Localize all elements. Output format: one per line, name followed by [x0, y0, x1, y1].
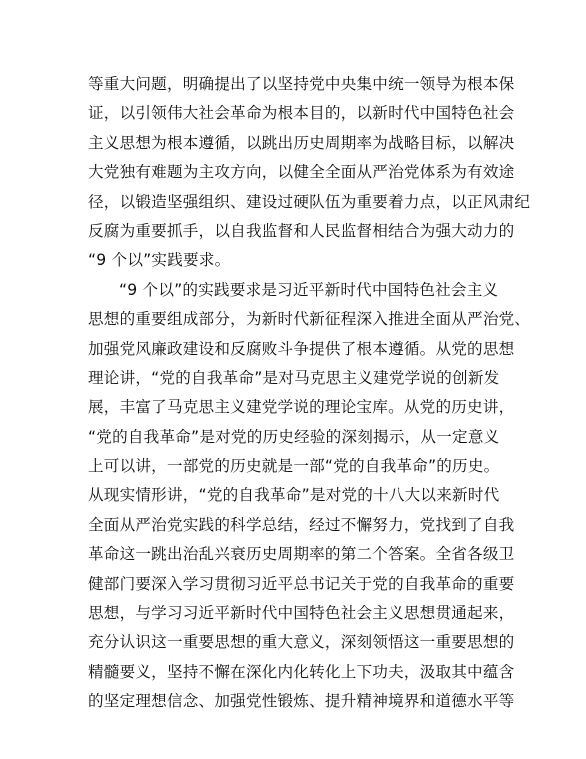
- paragraph-2-line-5: 展，丰富了马克思主义建党学说的理论宝库。从党的历史讲，: [88, 398, 515, 417]
- paragraph-1-line-6: 反腐为重要抓手，以自我监督和人民监督相结合为强大动力的: [88, 221, 515, 240]
- paragraph-2-line-8: 从现实情形讲，“党的自我革命”是对党的十八大以来新时代: [88, 486, 500, 505]
- paragraph-2-line-15: 的坚定理想信念、加强党性锻炼、提升精神境界和道德水平等: [88, 692, 515, 711]
- document-body-text: [88, 70, 531, 717]
- paragraph-2-line-10: 革命这一跳出治乱兴衰历史周期率的第二个答案。全省各级卫: [88, 545, 515, 564]
- paragraph-2-line-4: 理论讲，“党的自我革命”是对马克思主义建党学说的创新发: [88, 368, 500, 387]
- paragraph-1-line-7: “9 个以”实践要求。: [88, 251, 231, 270]
- paragraph-2-line-2: 思想的重要组成部分，为新时代新征程深入推进全面从严治党、: [88, 310, 531, 329]
- paragraph-2-line-9: 全面从严治党实践的科学总结，经过不懈努力，党找到了自我: [88, 515, 515, 534]
- paragraph-1-line-1: 等重大问题，明确提出了以坚持党中央集中统一领导为根本保: [88, 75, 515, 93]
- paragraph-1-line-4: 大党独有难题为主攻方向，以健全全面从严治党体系为有效途: [88, 163, 515, 182]
- paragraph-2-line-6: “党的自我革命”是对党的历史经验的深刻揭示，从一定意义: [88, 427, 500, 446]
- paragraph-2-line-1: “9 个以”的实践要求是习近平新时代中国特色社会主义: [119, 280, 499, 299]
- paragraph-2-line-3: 加强党风廉政建设和反腐败斗争提供了根本遵循。从党的思想: [88, 339, 515, 358]
- paragraph-1-line-2: 证，以引领伟大社会革命为根本目的，以新时代中国特色社会: [88, 104, 515, 123]
- paragraph-1-line-5: 径，以锻造坚强组织、建设过硬队伍为重要着力点，以正风肃纪: [88, 192, 531, 211]
- paragraph-1-line-3: 主义思想为根本遵循，以跳出历史周期率为战略目标，以解决: [88, 133, 515, 152]
- paragraph-2-line-7: 上可以讲，一部党的历史就是一部“党的自我革命”的历史。: [88, 457, 500, 476]
- paragraph-2-line-13: 充分认识这一重要思想的重大意义，深刻领悟这一重要思想的: [88, 633, 515, 652]
- paragraph-2-line-12: 思想，与学习习近平新时代中国特色社会主义思想贯通起来，: [88, 604, 515, 623]
- paragraph-2-line-11: 健部门要深入学习贯彻习近平总书记关于党的自我革命的重要: [88, 574, 515, 593]
- paragraph-2-line-14: 精髓要义，坚持不懈在深化内化转化上下功夫，汲取其中蕴含: [88, 662, 515, 681]
